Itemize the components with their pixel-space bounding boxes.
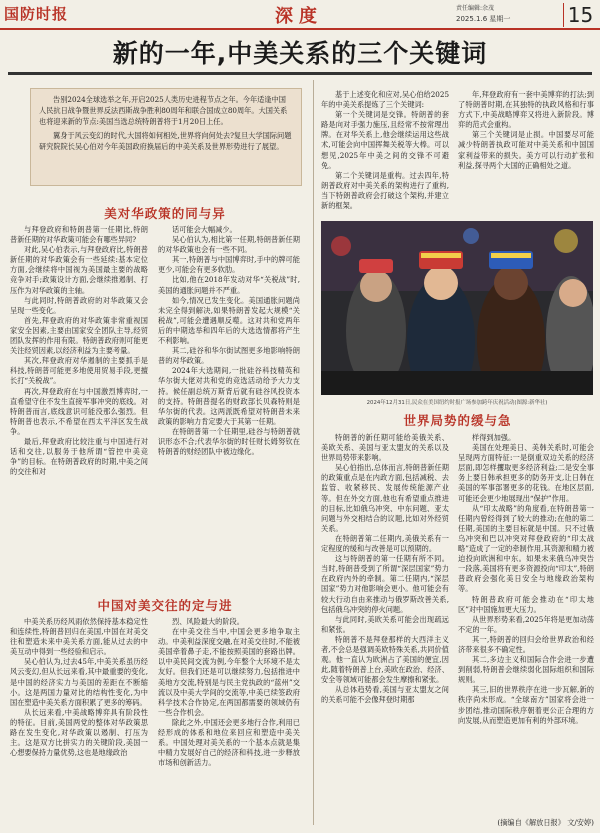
masthead: 国防时报	[4, 5, 69, 23]
article-column	[321, 433, 449, 829]
paragraph: 吴心伯指出,总体而言,特朗普新任期的政策重点是在内政方面,包括减税、去监管、收紧移民、发展传统能源产业等。但在外交方面,他也有希望重点推进的目标,比如俄乌冲突、中东问题、亚太问题与外交相结合的议题,比如对外经贸关系。	[321, 463, 449, 533]
paragraph: 美国在处理美日、美韩关系时,可能会呈现两方面特征:一是倒重双边关系的经济层面,即怎样攫取更多经济利益;二是安全事务上要日韩承担更多的防务开支,让日韩在美国的军事部署更多的花钱。在地区层面,可能还会更少地展现出“保护”作用。	[458, 443, 594, 503]
article-column	[10, 225, 148, 590]
paragraph: 对此,吴心伯表示,与拜登政府比,特朗普新任期的对华政策会有一些延续:基本定位方面,会继续将中国视为美国最主要的战略竞争对手;政策设计方面,会继续推遏制、打压作为对华政策的主轴。	[10, 245, 148, 295]
paragraph: 其二,硅谷和华尔街试图更多地影响特朗普的对华政策。	[158, 346, 300, 366]
photo-caption: 2024年12月31日,民众在美国纽约时报广场参加跨年庆祝活动(图源:新华社)	[366, 400, 548, 406]
photo-crowd-celebration	[321, 221, 593, 395]
section-heading-2: 中国对美交往的定与进	[97, 598, 233, 613]
paragraph: 与拜登政府和特朗普第一任期比,特朗普新任期的对华政策可能会有哪些异同?	[10, 225, 148, 245]
paragraph: 第一个关键词是交锋。特朗普的套路是向对手强力施压,且经常不按常理出牌。在对华关系上,他会继续运用这些战术,可能会向中国挥舞关税等大棒。可以想见,2025年中美之间的交锋不可避免。	[321, 110, 449, 170]
paragraph: 比如,他在2018年发动对华“关税战”时,美国的通胀问题并不严重。	[158, 275, 300, 295]
paragraph: 从世界形势来看,2025年将是更加动荡不定的一年。	[458, 614, 594, 634]
article-column	[458, 433, 594, 817]
paragraph: 从“印太战略”的角度看,在特朗普第一任期内曾经得到了较大的推动;在他的第二任期,美国的主要目标就是中国。只不过俄乌冲突和巴以冲突对拜登政府的“印太战略”造成了一定的牵制作用,其资源和精力被迫投向欧洲和中东。如果未来俄乌冲突告一段落,美国将有更多资源投向“印太”,特朗普政府会强化美日安全与地缘政治架构等。	[458, 503, 594, 594]
paragraph: 在中美交往当中,中国会更多地争取主动。中美利益深度交融,在对美交往时,不能被美国牵着鼻子走,不能按照美国的套路出牌。以中美民间交流为例,今年整个大环境不是太友好。但我们还是可以继续努力,包括推进中美地方交流,特别是与民主党执政的“蓝州”交流以及中美大学间的交流等,中美已续签政府科学技术合作协定,在两国都需要的领域仍有一些合作机会。	[158, 627, 300, 717]
lead-question: 翼身于风云变幻的时代,大国将如何相处,世界将向何处去?复旦大学国际问题研究院院长吴心伯对今年美国政府换届后的中美关系及世界形势进行了展望。	[39, 131, 292, 151]
section-title: 深度	[275, 6, 323, 27]
editor-credit: 责任编辑:余茂	[456, 5, 495, 12]
lead-intro: 告别2024全球选举之年,开启2025人类历史进程节点之年。今年适逢中国人民抗日战争暨世界反法西斯战争胜利80周年和联合国成立80周年。大国关系也将迎来新的节点:美国当选总统特朗普将于1月20日上任。	[39, 95, 288, 126]
paragraph: 中美关系历经风雨依然保持基本稳定性和连续性,特朗普回归在美国,中国在对美交往和塑造未来中美关系方面,能从过去的中美互动中得到一些经验和启示。	[10, 617, 148, 657]
paragraph: 其次,拜登政府对华遏制的主要抓手是科技,特朗普可能更多地使用贸易手段,更擅长打“关税战”。	[10, 356, 148, 386]
paragraph: 话可能会大幅减少。	[172, 225, 237, 234]
headline-rule	[8, 72, 592, 75]
paragraph: 其二,多边主义和国际合作会进一步遭到削弱,特朗普会继续弱化国际组织和国际规则。	[458, 655, 594, 685]
paragraph: 从总体趋势看,美国与亚太盟友之间的关系可能不会像拜登时期那	[321, 685, 449, 705]
page-number: 15	[563, 3, 597, 27]
section-heading-1: 美对华政策的同与异	[104, 206, 226, 221]
paragraph: 其一,特朗普的回归会给世界政治和经济带来很多不确定性。	[458, 634, 594, 654]
paragraph: 特朗普不是拜登那样的大西洋主义者,不会总是强调美欧特殊关系,共同价值观。他一直认为欧洲占了美国的便宜,因此,随着特朗普上台,美欧在政治、经济、安全等领域可能都会发生摩擦和紧张。	[321, 634, 449, 685]
paragraph: 年,拜登政府有一套中美博弈的打法;到了特朗普时期,在其独特的执政风格和行事方式下,中美战略博弈又将进入新阶段。博弈的范式会重构。	[458, 90, 594, 130]
paragraph: 这与特朗普的第一任期有所不同。当时,特朗普受到了所谓“深层国家”势力在政府内外的牵制。第二任期内,“深层国家”势力对他影响会更小。他可能会有较大行动自由来推动与俄罗斯改善关系,包括俄乌冲突的停火问题。	[321, 554, 449, 614]
lead-box	[30, 88, 302, 186]
column-separator	[313, 80, 314, 825]
paragraph: 与此同时,特朗普政府的对华政策又会呈现一些变化。	[10, 295, 148, 315]
article-column	[321, 90, 449, 218]
paragraph: 其三,旧的世界秩序在进一步瓦解,新的秩序尚未形成。“全球南方”国家将会进一步团结,推动国际秩序朝着更公正合理的方向发展,从而塑造更加有利的外部环境。	[458, 685, 594, 725]
paragraph: 如今,情况已发生变化。美国通胀问题尚未完全得到解决,如果特朗普发起大规模“关税战”,可能会遭遇顺反噬。这对共和党两年后的中期选举和四年后的大选选情都将产生不利影响。	[158, 295, 300, 346]
paragraph: 在特朗普第二任期内,美俄关系有一定程度的缓和与改善是可以预期的。	[321, 533, 449, 554]
paragraph: 首先,拜登政府的对华政策非常重视国家安全因素,主要由国家安全团队主导,经贸团队发挥的作用有限。特朗普政府则可能更关注经贸因素,以经济利益为主要考量。	[10, 315, 148, 356]
paragraph: 吴心伯认为,过去45年,中美关系虽历经风云变幻,但从长远来看,其中最重要的变化,是中国的经济实力与美国的差距在不断缩小。这是两国力量对比的结构性变化,为中国在塑造中美关系方面积累了更多的筹码。	[10, 657, 148, 707]
paragraph: 从长远来看,中美战略博弈具有阶段性的特征。目前,美国两党的整体对华政策思路在发生变化,对华政策以遏制、打压为主。这是双方比拼实力的关键阶段,美国一心想要保持力量优势,这也是地缘政治	[10, 707, 148, 758]
paragraph: 其一,特朗普与中国博弈时,手中的牌可能更少,可能会有更多软肋。	[158, 255, 300, 275]
paragraph: 烈、风险最大的阶段。	[172, 617, 244, 626]
paragraph: 基于上述变化和应对,吴心伯给2025年的中美关系提炼了三个关键词:	[321, 90, 449, 110]
paragraph: 在特朗普第一个任期里,硅谷与特朗普就识形态不合;代表华尔街的时任财长姆努钦在特朗普的财经团队中被边缘化。	[158, 426, 300, 457]
paragraph: 第二个关键词是重构。过去四年,特朗普政府对中美关系的架构进行了重构,当下特朗普政府会打破这个架构,并建立新的框架。	[321, 170, 449, 211]
section-heading-3: 世界局势的缓与急	[403, 413, 512, 428]
paragraph: 第三个关键词是止损。中国要尽可能减少特朗普执政可能对中美关系和中国国家利益带来的损失。美方可以行动扩张和利益,探寻两个大国的正确相处之道。	[458, 130, 594, 170]
paragraph: 与此同时,美欧关系可能会出现疏远和紧张。	[321, 614, 449, 634]
article-column	[458, 90, 594, 218]
paragraph: 特朗普的新任期可能给美俄关系、美欧关系、美国与亚太盟友的关系以及世界局势带来影响。	[321, 433, 449, 463]
paragraph: 吴心伯认为,相比第一任期,特朗普新任期的对华政策也会有一些不同。	[158, 235, 300, 255]
paragraph: 2024年大选期间,一批硅谷科技精英和华尔街大佬对共和党的竞选活动给予大力支持。候任副总统万斯背后就有硅谷风投资本的支持。特朗普提名的财政部长贝森特则是华尔街的代表。这两派既希望对特朗普未来政策的影响力肯定要大于其第一任期。	[158, 366, 300, 426]
paragraph: 特朗普政府可能会推动在“印太地区”对中国施加更大压力。	[458, 594, 594, 614]
headline: 新的一年,中美关系的三个关键词	[112, 39, 488, 68]
article-column	[10, 617, 148, 829]
article-column	[158, 225, 300, 590]
paragraph: 除此之外,中国还会更多地行合作,利用已经形成的体系和地位来回应和塑造中美关系。中国处理对美关系的一个基本点就是集中精力发展好自己的经济和科技,进一步释放市场和创新活力。	[158, 717, 300, 768]
page-header	[0, 0, 600, 30]
paragraph: 最后,拜登政府比较注重与中国进行对话和交往,以服务于他所谓“管控中美竞争”的目标。在特朗普政府的时期,中美之间的交往和对	[10, 436, 148, 477]
news-photo	[321, 221, 593, 395]
byline: (摘编自《解放日报》 文/安婷)	[497, 818, 594, 827]
article-column	[158, 617, 300, 829]
paragraph: 再次,拜登政府在与中国激烈博弈时,一直希望守住不发生直接军事冲突的底线。对特朗普而言,底线意识可能没那么强烈。但特朗普也表示,不希望在西太平洋区发生战争。	[10, 386, 148, 436]
paragraph: 样得到加强。	[472, 433, 516, 442]
dateline: 2025.1.6 星期一	[456, 15, 511, 23]
